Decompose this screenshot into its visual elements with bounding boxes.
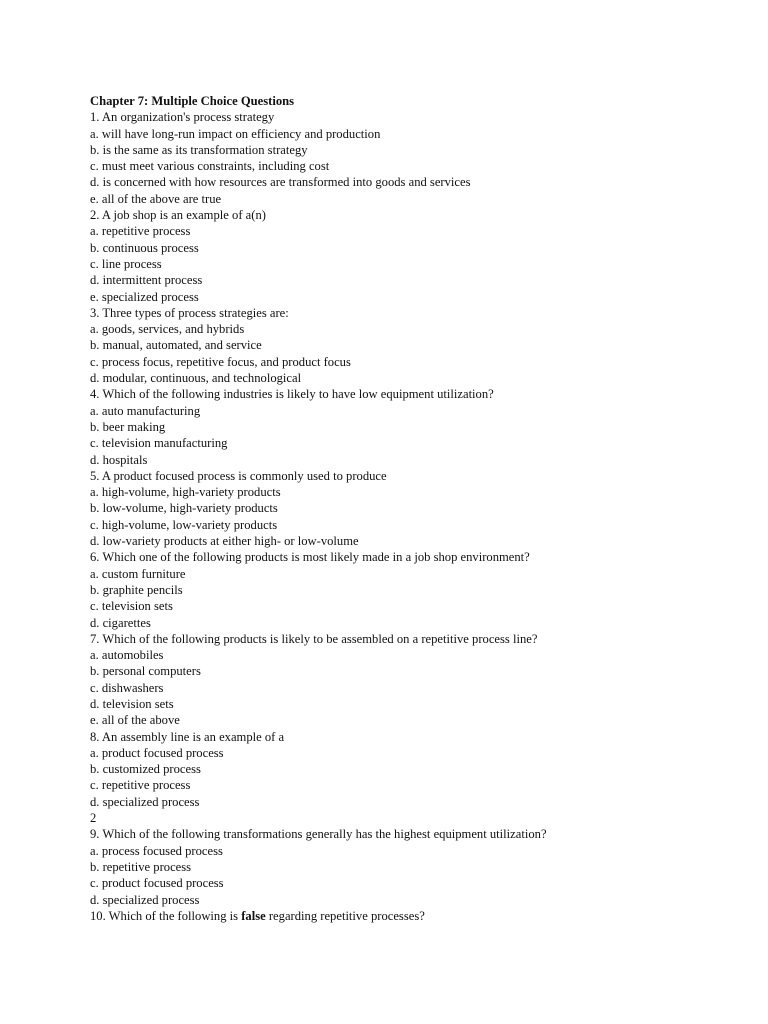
answer-option: c. television manufacturing [90,436,228,451]
answer-option: c. high-volume, low-variety products [90,517,278,532]
answer-option: e. all of the above are true [90,191,222,206]
answer-option: d. specialized process [90,892,200,907]
answer-option: a. product focused process [90,745,224,760]
answer-option: b. beer making [90,419,166,434]
question-line: 6. Which one of the following products is most likely made in a job shop environment? [90,550,530,565]
question-line: 8. An assembly line is an example of a [90,729,285,744]
question-line [90,908,730,924]
question-text-prefix: 10. Which of the following is [90,908,242,923]
answer-option: d. specialized process [90,794,200,809]
answer-option: a. repetitive process [90,224,191,239]
question-line: 1. An organization's process strategy [90,110,275,125]
question-text-suffix: regarding repetitive processes? [265,908,425,923]
answer-option: e. all of the above [90,713,180,728]
answer-option: d. television sets [90,696,174,711]
answer-option: b. low-volume, high-variety products [90,501,278,516]
question-line: 3. Three types of process strategies are: [90,305,289,320]
question-line: 5. A product focused process is commonly used to produce [90,468,387,483]
page-number: 2 [90,811,97,826]
answer-option: a. automobiles [90,648,164,663]
answer-option: c. line process [90,256,162,271]
answer-option: d. cigarettes [90,615,151,630]
answer-option: c. must meet various constraints, including cost [90,159,330,174]
answer-option: d. intermittent process [90,273,203,288]
answer-option: c. repetitive process [90,778,191,793]
answer-option: c. process focus, repetitive focus, and product focus [90,354,351,369]
answer-option: a. process focused process [90,843,223,858]
question-line: 9. Which of the following transformations generally has the highest equipment utilization? [90,827,547,842]
answer-option: b. is the same as its transformation strategy [90,142,308,157]
answer-option: a. goods, services, and hybrids [90,322,245,337]
answer-option: d. hospitals [90,452,148,467]
answer-option: b. continuous process [90,240,199,255]
question-line: 2. A job shop is an example of a(n) [90,208,266,223]
answer-option: c. television sets [90,599,173,614]
answer-option: b. manual, automated, and service [90,338,262,353]
answer-option: a. auto manufacturing [90,403,201,418]
answer-option: a. will have long-run impact on efficiency and production [90,126,381,141]
answer-option: d. modular, continuous, and technological [90,371,302,386]
answer-option: a. custom furniture [90,566,186,581]
answer-option: b. customized process [90,762,201,777]
answer-option: c. product focused process [90,876,224,891]
answer-option: d. is concerned with how resources are transformed into goods and services [90,175,471,190]
question-list [90,109,730,908]
answer-option: a. high-volume, high-variety products [90,485,281,500]
document-page [90,93,730,924]
emphasis-false: false [241,908,266,923]
chapter-title: Chapter 7: Multiple Choice Questions [90,94,295,108]
question-line: 7. Which of the following products is likely to be assembled on a repetitive process line? [90,631,538,646]
answer-option: b. graphite pencils [90,582,183,597]
answer-option: c. dishwashers [90,680,164,695]
answer-option: b. personal computers [90,664,201,679]
answer-option: b. repetitive process [90,859,192,874]
question-line: 4. Which of the following industries is likely to have low equipment utilization? [90,387,494,402]
answer-option: e. specialized process [90,289,199,304]
answer-option: d. low-variety products at either high- or low-volume [90,534,359,549]
